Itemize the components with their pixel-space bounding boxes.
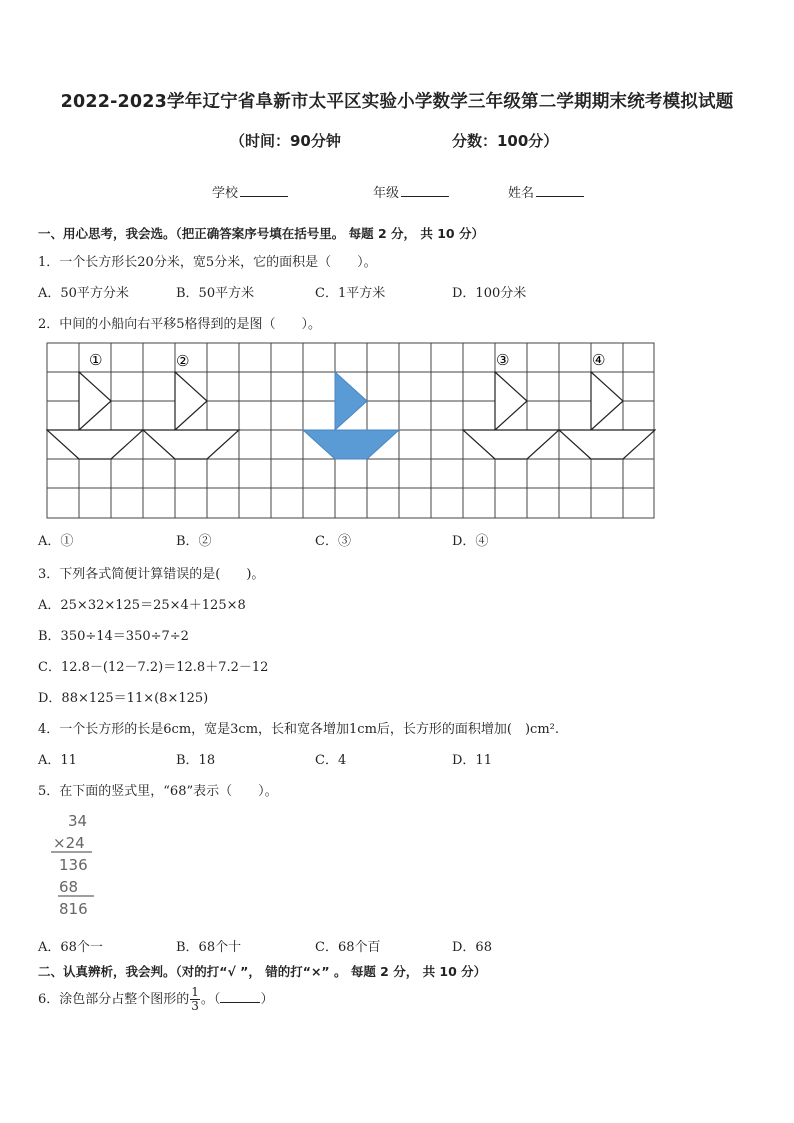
label-option-3: ③ [496, 351, 510, 369]
label-option-2: ② [176, 352, 190, 370]
q4-option-b[interactable]: B．18 [176, 753, 216, 768]
q1-option-c[interactable]: C．1平方米 [315, 286, 386, 301]
school-field[interactable]: 学校 [212, 182, 288, 201]
question-4: 4．一个长方形的长是6cm，宽是3cm，长和宽各增加1cm后，长方形的面积增加( )cm². [38, 722, 560, 737]
question-1: 1．一个长方形长20分米，宽5分米，它的面积是（ ）。 [38, 255, 377, 270]
boat-option-1 [47, 372, 143, 459]
q3-option-b[interactable]: B．350÷14＝350÷7÷2 [38, 629, 189, 644]
boat-option-2 [143, 372, 239, 459]
q1-option-a[interactable]: A．50平方分米 [38, 286, 129, 301]
q4-option-c[interactable]: C．4 [315, 753, 347, 768]
grade-field[interactable]: 年级 [373, 182, 449, 201]
q2-option-a[interactable]: A．① [38, 534, 74, 549]
section-one-heading: 一、用心思考，我会选。（把正确答案序号填在括号里。 每题 2 分， 共 10 分） [38, 226, 484, 241]
q2-option-c[interactable]: C．③ [315, 534, 351, 549]
boat-option-4 [559, 372, 655, 459]
q5-option-a[interactable]: A．68个一 [38, 940, 103, 955]
question-2: 2．中间的小船向右平移5格得到的是图（ ）。 [38, 317, 322, 332]
boat-grid-figure [46, 342, 656, 520]
q4-option-d[interactable]: D．11 [452, 753, 492, 768]
question-6: 6．涂色部分占整个图形的 $\frac{1}{3}$ 。（ ） [38, 985, 274, 1013]
multiplier: ×24 [53, 834, 85, 852]
name-field[interactable]: 姓名 [508, 182, 584, 201]
question-3: 3．下列各式简便计算错误的是( )。 [38, 567, 265, 582]
q1-option-d[interactable]: D．100分米 [452, 286, 527, 301]
multiplicand: 34 [68, 812, 88, 830]
q2-option-b[interactable]: B．② [176, 534, 212, 549]
vertical-multiplication [48, 810, 108, 922]
fraction: $\frac{1}{3}$ [191, 985, 199, 1013]
boat-option-3 [463, 372, 559, 459]
question-5: 5．在下面的竖式里，“68”表示（ ）。 [38, 784, 278, 799]
partial-product-1: 136 [59, 856, 88, 874]
answer-blank[interactable] [220, 990, 260, 1003]
q3-option-d[interactable]: D．88×125＝11×(8×125) [38, 691, 209, 706]
q2-option-d[interactable]: D．④ [452, 534, 489, 549]
partial-product-2: 68 [59, 878, 79, 896]
exam-score: 分数：100分） [452, 132, 559, 150]
q3-option-a[interactable]: A．25×32×125＝25×4＋125×8 [38, 598, 246, 613]
section-two-heading: 二、认真辨析，我会判。（对的打“√ ”， 错的打“×” 。 每题 2 分， 共 10 分） [38, 964, 487, 979]
shaded-boat [303, 372, 399, 459]
product-result: 816 [59, 900, 88, 918]
q5-option-c[interactable]: C．68个百 [315, 940, 381, 955]
q4-option-a[interactable]: A．11 [38, 753, 77, 768]
page-title: 2022-2023学年辽宁省阜新市太平区实验小学数学三年级第二学期期末统考模拟试题 [60, 92, 734, 112]
q5-option-b[interactable]: B．68个十 [176, 940, 242, 955]
q1-option-b[interactable]: B．50平方米 [176, 286, 255, 301]
label-option-1: ① [89, 351, 103, 369]
exam-time: （时间：90分钟 [230, 132, 341, 150]
q5-option-d[interactable]: D．68 [452, 940, 492, 955]
q3-option-c[interactable]: C．12.8－(12－7.2)＝12.8＋7.2－12 [38, 660, 269, 675]
label-option-4: ④ [592, 351, 606, 369]
